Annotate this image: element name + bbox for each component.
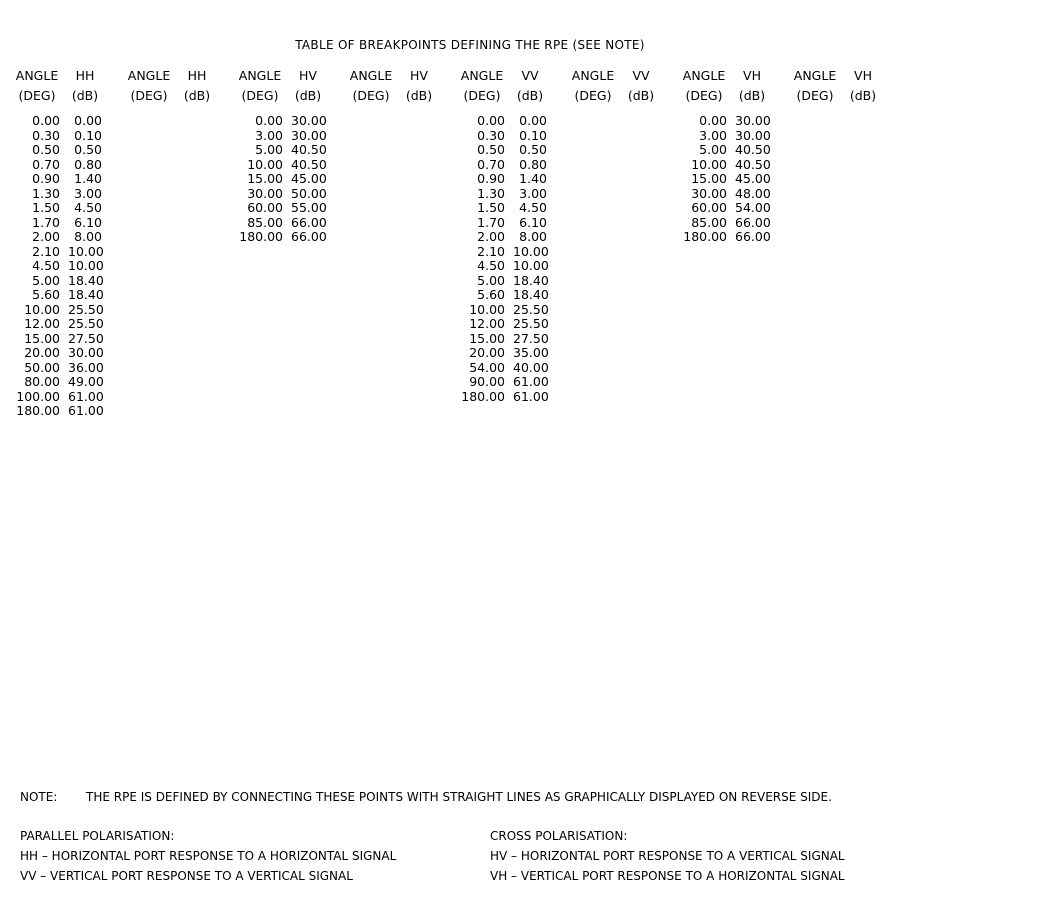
column-label: VH <box>743 68 761 83</box>
table-cell: 180.00 <box>461 388 505 404</box>
column-unit: (dB) <box>627 88 655 103</box>
column-label: ANGLE <box>793 68 837 83</box>
column-unit: (dB) <box>71 88 99 103</box>
table-cell: 0.90 <box>477 171 505 186</box>
table-cell: 66.00 <box>291 229 327 244</box>
table-cell: 20.00 <box>469 345 505 360</box>
table-cell: 30.00 <box>68 345 104 360</box>
column-header <box>681 66 727 106</box>
column-header <box>459 66 505 106</box>
table-cell: 0.70 <box>477 156 505 172</box>
table-cell: 1.50 <box>32 200 60 215</box>
column-values <box>513 114 547 404</box>
column-label: VV <box>632 68 650 83</box>
column-unit: (DEG) <box>352 88 390 103</box>
cross-heading: CROSS POLARISATION: <box>490 829 628 843</box>
table-cell: 18.40 <box>68 272 104 288</box>
table-cell: 0.30 <box>32 127 60 143</box>
column-values <box>291 114 325 245</box>
table-cell: 5.60 <box>32 287 60 302</box>
column-unit: (DEG) <box>685 88 723 103</box>
column-label: ANGLE <box>127 68 171 83</box>
table-cell: 20.00 <box>24 345 60 360</box>
table-cell: 25.50 <box>68 316 104 331</box>
table-cell: 0.00 <box>699 113 727 128</box>
table-cell: 2.00 <box>32 229 60 244</box>
table-column <box>68 66 102 419</box>
table-cell: 1.40 <box>74 171 102 186</box>
table-cell: 0.10 <box>74 127 102 143</box>
table-cell: 6.10 <box>74 214 102 230</box>
table-column <box>291 66 325 245</box>
table-cell: 10.00 <box>247 156 283 172</box>
column-unit: (dB) <box>183 88 211 103</box>
table-cell: 1.70 <box>477 214 505 230</box>
table-cell: 100.00 <box>16 388 60 404</box>
table-cell: 60.00 <box>691 200 727 215</box>
table-cell: 0.00 <box>32 113 60 128</box>
table-cell: 2.00 <box>477 229 505 244</box>
table-cell: 30.00 <box>735 127 771 143</box>
column-unit: (dB) <box>738 88 766 103</box>
table-cell: 40.00 <box>513 359 549 375</box>
column-header <box>126 66 172 106</box>
table-cell: 180.00 <box>16 403 60 418</box>
table-cell: 15.00 <box>24 330 60 346</box>
table-cell: 0.30 <box>477 127 505 143</box>
table-cell: 40.50 <box>291 142 327 157</box>
table-cell: 0.50 <box>32 142 60 157</box>
table-cell: 5.00 <box>699 142 727 157</box>
column-label: ANGLE <box>571 68 615 83</box>
column-unit: (DEG) <box>130 88 168 103</box>
column-unit: (DEG) <box>796 88 834 103</box>
column-label: ANGLE <box>238 68 282 83</box>
table-column <box>681 66 727 245</box>
note-label: NOTE: <box>20 790 58 804</box>
column-header <box>291 66 325 106</box>
table-cell: 3.00 <box>255 127 283 143</box>
table-cell: 4.50 <box>519 200 547 215</box>
table-cell: 2.10 <box>477 243 505 259</box>
table-cell: 4.50 <box>477 258 505 273</box>
column-unit: (DEG) <box>18 88 56 103</box>
table-cell: 15.00 <box>469 330 505 346</box>
column-label: HH <box>187 68 207 83</box>
column-unit: (dB) <box>405 88 433 103</box>
column-label: HV <box>299 68 317 83</box>
column-header <box>14 66 60 106</box>
table-cell: 61.00 <box>68 388 104 404</box>
note <box>20 790 832 804</box>
table-cell: 3.00 <box>699 127 727 143</box>
table-column <box>792 66 838 114</box>
column-values <box>681 114 727 245</box>
column-label: HH <box>75 68 95 83</box>
table-column <box>402 66 436 114</box>
table-column <box>624 66 658 114</box>
table-cell: 30.00 <box>291 127 327 143</box>
column-unit: (dB) <box>516 88 544 103</box>
table-cell: 10.00 <box>691 156 727 172</box>
table-cell: 25.50 <box>513 316 549 331</box>
table-cell: 61.00 <box>513 374 549 389</box>
table-column <box>180 66 214 114</box>
cross-hv-definition: HV – HORIZONTAL PORT RESPONSE TO A VERTICAL SIGNAL <box>490 849 845 863</box>
table-cell: 27.50 <box>68 330 104 346</box>
column-values <box>735 114 769 245</box>
table-cell: 85.00 <box>691 214 727 230</box>
column-label: ANGLE <box>15 68 59 83</box>
table-cell: 66.00 <box>735 214 771 230</box>
table-cell: 61.00 <box>513 388 549 404</box>
column-label: ANGLE <box>682 68 726 83</box>
column-unit: (dB) <box>849 88 877 103</box>
table-cell: 49.00 <box>68 374 104 389</box>
column-label: HV <box>410 68 428 83</box>
table-cell: 80.00 <box>24 374 60 389</box>
table-cell: 2.10 <box>32 243 60 259</box>
table-cell: 0.90 <box>32 171 60 186</box>
table-cell: 18.40 <box>68 287 104 302</box>
table-cell: 0.10 <box>519 127 547 143</box>
column-label: VV <box>521 68 539 83</box>
table-cell: 30.00 <box>291 113 327 128</box>
table-column <box>846 66 880 114</box>
table-cell: 40.50 <box>735 142 771 157</box>
table-cell: 180.00 <box>239 229 283 244</box>
table-cell: 0.70 <box>32 156 60 172</box>
table-column <box>348 66 394 114</box>
column-header <box>68 66 102 106</box>
table-cell: 0.50 <box>519 142 547 157</box>
table-cell: 0.00 <box>74 113 102 128</box>
table-cell: 3.00 <box>74 185 102 201</box>
column-label: ANGLE <box>460 68 504 83</box>
table-cell: 4.50 <box>74 200 102 215</box>
table-cell: 45.00 <box>735 171 771 186</box>
parallel-hh-definition: HH – HORIZONTAL PORT RESPONSE TO A HORIZONTAL SIGNAL <box>20 849 397 863</box>
table-cell: 1.50 <box>477 200 505 215</box>
table-cell: 1.30 <box>32 185 60 201</box>
table-cell: 50.00 <box>24 359 60 375</box>
column-values <box>459 114 505 404</box>
table-cell: 8.00 <box>74 229 102 244</box>
column-header <box>237 66 283 106</box>
table-cell: 30.00 <box>691 185 727 201</box>
table-cell: 66.00 <box>735 229 771 244</box>
table-cell: 10.00 <box>68 258 104 273</box>
table-cell: 25.50 <box>513 301 549 317</box>
column-header <box>402 66 436 106</box>
table-column <box>513 66 547 404</box>
table-cell: 12.00 <box>469 316 505 331</box>
table-cell: 5.60 <box>477 287 505 302</box>
column-header <box>348 66 394 106</box>
table-cell: 54.00 <box>735 200 771 215</box>
table-cell: 18.40 <box>513 272 549 288</box>
column-header <box>624 66 658 106</box>
column-label: ANGLE <box>349 68 393 83</box>
table-cell: 36.00 <box>68 359 104 375</box>
table-cell: 55.00 <box>291 200 327 215</box>
table-cell: 40.50 <box>291 156 327 172</box>
table-cell: 30.00 <box>735 113 771 128</box>
table-cell: 35.00 <box>513 345 549 360</box>
table-column <box>126 66 172 114</box>
table-column <box>459 66 505 404</box>
column-unit: (DEG) <box>241 88 279 103</box>
table-cell: 0.80 <box>519 156 547 172</box>
table-cell: 60.00 <box>247 200 283 215</box>
cross-vh-definition: VH – VERTICAL PORT RESPONSE TO A HORIZONTAL SIGNAL <box>490 869 845 883</box>
column-header <box>513 66 547 106</box>
cross-polarisation-legend <box>490 826 845 886</box>
table-cell: 180.00 <box>683 229 727 244</box>
table-cell: 10.00 <box>513 258 549 273</box>
table-cell: 50.00 <box>291 185 327 201</box>
table-cell: 0.00 <box>519 113 547 128</box>
table-cell: 6.10 <box>519 214 547 230</box>
column-values <box>68 114 102 419</box>
table-cell: 85.00 <box>247 214 283 230</box>
table-cell: 48.00 <box>735 185 771 201</box>
table-cell: 1.70 <box>32 214 60 230</box>
table-cell: 54.00 <box>469 359 505 375</box>
table-cell: 18.40 <box>513 287 549 302</box>
table-cell: 0.50 <box>74 142 102 157</box>
column-header <box>735 66 769 106</box>
table-column <box>14 66 60 419</box>
column-header <box>570 66 616 106</box>
column-unit: (DEG) <box>463 88 501 103</box>
table-cell: 8.00 <box>519 229 547 244</box>
table-cell: 5.00 <box>477 272 505 288</box>
parallel-heading: PARALLEL POLARISATION: <box>20 829 175 843</box>
table-cell: 66.00 <box>291 214 327 230</box>
table-cell: 5.00 <box>32 272 60 288</box>
table-cell: 15.00 <box>247 171 283 186</box>
parallel-vv-definition: VV – VERTICAL PORT RESPONSE TO A VERTICAL SIGNAL <box>20 869 353 883</box>
table-cell: 0.00 <box>255 113 283 128</box>
table-cell: 15.00 <box>691 171 727 186</box>
table-cell: 27.50 <box>513 330 549 346</box>
table-column <box>570 66 616 114</box>
column-values <box>14 114 60 419</box>
table-cell: 4.50 <box>32 258 60 273</box>
table-cell: 1.30 <box>477 185 505 201</box>
table-cell: 10.00 <box>469 301 505 317</box>
table-title: TABLE OF BREAKPOINTS DEFINING THE RPE (SEE NOTE) <box>295 38 645 52</box>
table-cell: 5.00 <box>255 142 283 157</box>
table-cell: 10.00 <box>68 243 104 259</box>
column-label: VH <box>854 68 872 83</box>
table-cell: 0.50 <box>477 142 505 157</box>
table-cell: 30.00 <box>247 185 283 201</box>
column-header <box>846 66 880 106</box>
table-column <box>735 66 769 245</box>
table-cell: 0.80 <box>74 156 102 172</box>
table-cell: 0.00 <box>477 113 505 128</box>
table-cell: 10.00 <box>513 243 549 259</box>
table-cell: 61.00 <box>68 403 104 418</box>
table-cell: 90.00 <box>469 374 505 389</box>
column-header <box>792 66 838 106</box>
column-values <box>237 114 283 245</box>
table-cell: 40.50 <box>735 156 771 172</box>
note-text: THE RPE IS DEFINED BY CONNECTING THESE POINTS WITH STRAIGHT LINES AS GRAPHICALLY DISPLAYED ON REVERSE SIDE. <box>86 790 832 804</box>
table-cell: 3.00 <box>519 185 547 201</box>
table-cell: 12.00 <box>24 316 60 331</box>
column-unit: (dB) <box>294 88 322 103</box>
table-cell: 25.50 <box>68 301 104 317</box>
table-cell: 10.00 <box>24 301 60 317</box>
column-unit: (DEG) <box>574 88 612 103</box>
table-column <box>237 66 283 245</box>
parallel-polarisation-legend <box>20 826 396 886</box>
table-cell: 45.00 <box>291 171 327 186</box>
table-cell: 1.40 <box>519 171 547 186</box>
column-header <box>180 66 214 106</box>
